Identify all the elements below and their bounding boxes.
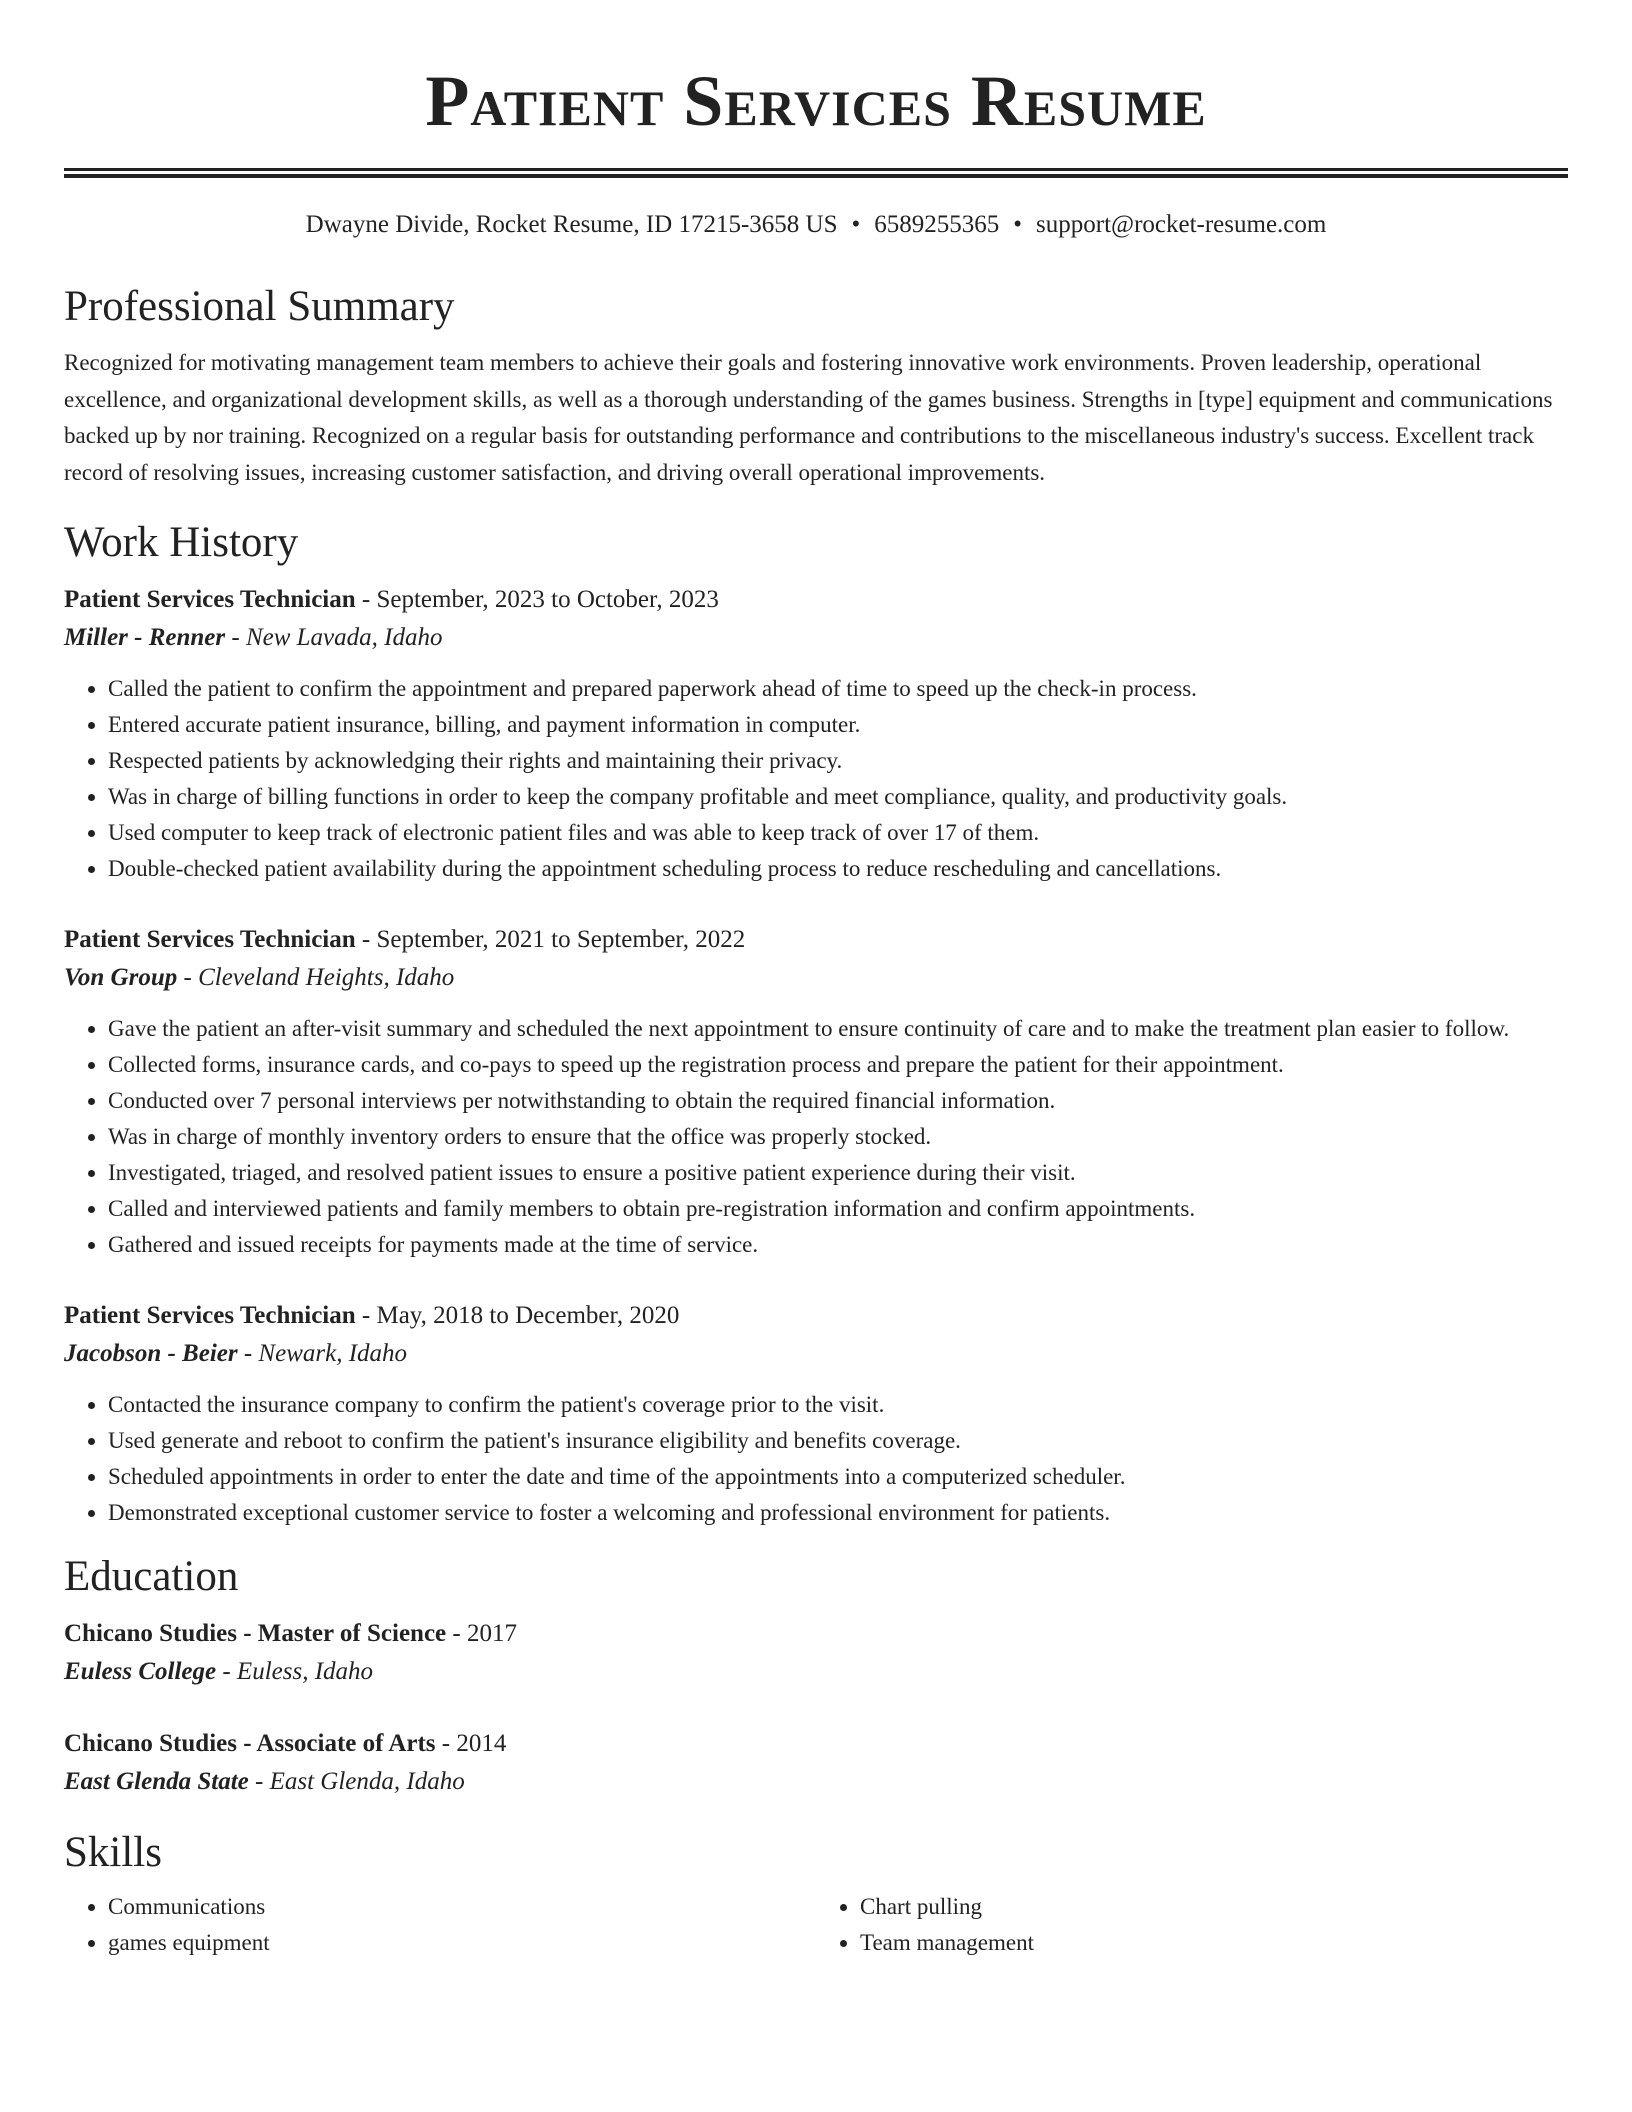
list-item: • Was in charge of monthly inventory orders to ensure that the office was properly stocked. (108, 1119, 1568, 1155)
job-entry (64, 921, 1568, 1263)
contact-separator: • (851, 211, 861, 238)
list-item: • Chart pulling (860, 1889, 1568, 1925)
job-title: Patient Services Technician (64, 1302, 356, 1329)
job-title: Patient Services Technician (64, 586, 356, 613)
list-item: • Communications (108, 1889, 816, 1925)
job-dates: - September, 2023 to October, 2023 (355, 586, 719, 613)
job-bullets (64, 1011, 1568, 1263)
job-bullets (64, 671, 1568, 887)
list-item: • Called the patient to confirm the appointment and prepared paperwork ahead of time to speed up the check-in process. (108, 671, 1568, 707)
education-school-line (64, 1763, 1568, 1801)
job-location: - Newark, Idaho (237, 1340, 408, 1367)
list-item: • Double-checked patient availability during the appointment scheduling process to reduce rescheduling and cancellations. (108, 851, 1568, 887)
contact-address: Dwayne Divide, Rocket Resume, ID 17215-3658 US (305, 211, 838, 238)
job-entry (64, 581, 1568, 887)
resume-page (64, 0, 1568, 1961)
job-dates: - September, 2021 to September, 2022 (355, 926, 746, 953)
skills-columns (64, 1889, 1568, 1961)
list-item: • Contacted the insurance company to confirm the patient's coverage prior to the visit. (108, 1387, 1568, 1423)
job-location: - New Lavada, Idaho (225, 624, 443, 651)
list-item: • Gave the patient an after-visit summary and scheduled the next appointment to ensure continuity of care and to make the treatment plan easier to follow. (108, 1011, 1568, 1047)
education-header (64, 1725, 1568, 1763)
job-company: Miller - Renner (64, 624, 226, 651)
job-header (64, 1297, 1568, 1335)
summary-text: Recognized for motivating management team members to achieve their goals and fostering innovative work environments. Proven leadership, operational excellence, and organizational development skills, as well as a thorough understanding of the games business. Strengths in [type] equipment and communications backed up by nor training. Recognized on a regular basis for outstanding performance and contributions to the miscellaneous industry's success. Excellent track record of resolving issues, increasing customer satisfaction, and driving overall operational improvements. (64, 350, 1553, 485)
education-entry (64, 1725, 1568, 1801)
job-company-line (64, 619, 1568, 657)
contact-separator: • (1013, 211, 1023, 238)
education-degree: Chicano Studies - Master of Science (64, 1620, 447, 1647)
list-item: • Team management (860, 1925, 1568, 1961)
section-heading-summary: Professional Summary (64, 283, 455, 330)
job-bullets (64, 1387, 1568, 1531)
job-header (64, 921, 1568, 959)
title-double-rule (64, 168, 1568, 178)
education-school-line (64, 1653, 1568, 1691)
list-item: • Demonstrated exceptional customer service to foster a welcoming and professional environment for patients. (108, 1495, 1568, 1531)
job-company: Jacobson - Beier (64, 1340, 238, 1367)
job-header (64, 581, 1568, 619)
list-item: • Conducted over 7 personal interviews per notwithstanding to obtain the required financial information. (108, 1083, 1568, 1119)
education-header (64, 1615, 1568, 1653)
list-item: • Collected forms, insurance cards, and co-pays to speed up the registration process and prepare the patient for their appointment. (108, 1047, 1568, 1083)
list-item: • Respected patients by acknowledging their rights and maintaining their privacy. (108, 743, 1568, 779)
list-item: • Investigated, triaged, and resolved patient issues to ensure a positive patient experience during their visit. (108, 1155, 1568, 1191)
list-item: • Was in charge of billing functions in order to keep the company profitable and meet compliance, quality, and productivity goals. (108, 779, 1568, 815)
skills-list-right (816, 1889, 1568, 1961)
education-location: - East Glenda, Idaho (248, 1768, 465, 1795)
list-item: • games equipment (108, 1925, 816, 1961)
contact-phone: 6589255365 (874, 211, 1000, 238)
skills-list-left (64, 1889, 816, 1961)
job-dates: - May, 2018 to December, 2020 (355, 1302, 680, 1329)
education-year: - 2017 (446, 1620, 517, 1647)
list-item: • Used generate and reboot to confirm the patient's insurance eligibility and benefits coverage. (108, 1423, 1568, 1459)
job-entry (64, 1297, 1568, 1531)
education-entry (64, 1615, 1568, 1691)
job-company: Von Group (64, 964, 178, 991)
job-company-line (64, 959, 1568, 997)
list-item: • Scheduled appointments in order to enter the date and time of the appointments into a computerized scheduler. (108, 1459, 1568, 1495)
education-degree: Chicano Studies - Associate of Arts (64, 1730, 436, 1757)
list-item: • Entered accurate patient insurance, billing, and payment information in computer. (108, 707, 1568, 743)
education-school: Euless College (64, 1658, 217, 1685)
education-year: - 2014 (435, 1730, 507, 1757)
section-heading-education: Education (64, 1553, 239, 1600)
list-item: • Called and interviewed patients and family members to obtain pre-registration information and confirm appointments. (108, 1191, 1568, 1227)
job-location: - Cleveland Heights, Idaho (177, 964, 455, 991)
education-school: East Glenda State (64, 1768, 249, 1795)
education-location: - Euless, Idaho (216, 1658, 374, 1685)
list-item: • Used computer to keep track of electronic patient files and was able to keep track of over 17 of them. (108, 815, 1568, 851)
section-heading-skills: Skills (64, 1829, 162, 1876)
job-title: Patient Services Technician (64, 926, 356, 953)
list-item: • Gathered and issued receipts for payments made at the time of service. (108, 1227, 1568, 1263)
contact-line (64, 208, 1568, 242)
resume-title: Patient Services Resume (425, 61, 1207, 141)
section-heading-work-history: Work History (64, 519, 299, 566)
contact-email: support@rocket-resume.com (1036, 211, 1327, 238)
job-company-line (64, 1335, 1568, 1373)
